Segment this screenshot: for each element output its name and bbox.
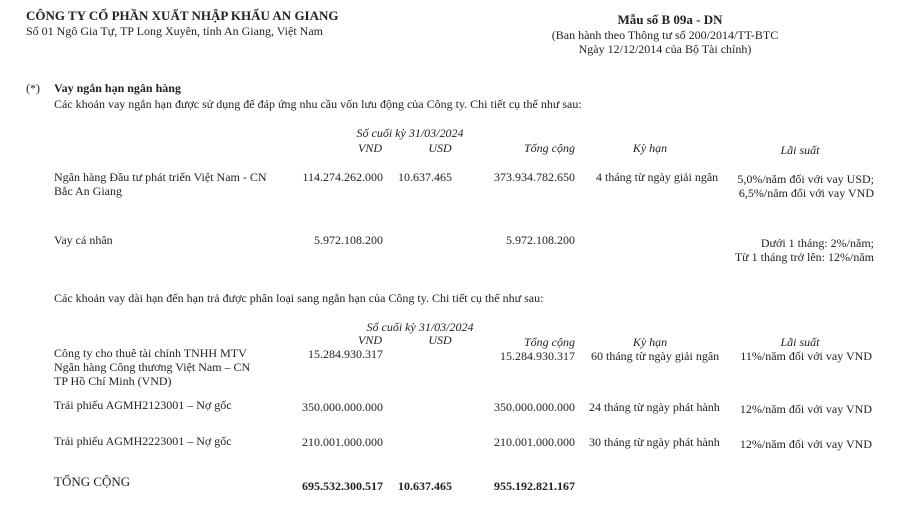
row-vnd: 350.000.000.000	[302, 400, 383, 414]
section-title: Vay ngắn hạn ngân hàng	[54, 81, 181, 95]
table1-col-usd: USD	[428, 141, 452, 155]
row-rate: 12%/năm đối với vay VND	[739, 437, 872, 451]
table1-col-term: Kỳ hạn	[632, 141, 668, 155]
row-term: 60 tháng từ ngày giải ngân	[591, 349, 720, 363]
section-marker: (*)	[26, 81, 40, 95]
row-term: 4 tháng từ ngày giải ngân	[596, 170, 719, 184]
section2-intro: Các khoản vay dài hạn đến hạn trả được phân loại sang ngắn hạn của Công ty. Chi tiết cụ thể như sau:	[54, 291, 544, 305]
table1-period-header: Số cuối kỳ 31/03/2024	[356, 126, 464, 140]
form-issued-line-2: Ngày 12/12/2014 của Bộ Tài chính)	[578, 42, 752, 56]
row-rate	[700, 172, 874, 200]
row-total: 373.934.782.650	[494, 170, 575, 184]
row-name-line-2: Ngân hàng Công thương Việt Nam – CN	[54, 360, 251, 374]
form-number: Mẫu số B 09a - DN	[617, 12, 723, 27]
table2-col-total: Tổng cộng	[524, 335, 575, 349]
row-name: Vay cá nhân	[54, 233, 113, 247]
table1-col-rate: Lãi suất	[780, 143, 820, 157]
grand-total-usd: 10.637.465	[398, 479, 452, 493]
table1-col-vnd: VND	[358, 141, 382, 155]
row-name-line-1: Ngân hàng Đầu tư phát triển Việt Nam - CN	[54, 170, 267, 184]
row-rate	[660, 236, 874, 264]
row-vnd: 210.001.000.000	[302, 435, 383, 449]
row-total: 15.284.930.317	[500, 349, 575, 363]
table2-col-rate: Lãi suất	[780, 335, 820, 349]
row-vnd: 5.972.108.200	[314, 233, 383, 247]
row-vnd: 114.274.262.000	[302, 170, 383, 184]
grand-total-total: 955.192.821.167	[494, 479, 575, 493]
row-rate: 12%/năm đối với vay VND	[739, 402, 872, 416]
row-vnd: 15.284.930.317	[308, 347, 383, 361]
row-total: 350.000.000.000	[494, 400, 575, 414]
table2-col-term: Kỳ hạn	[632, 335, 668, 349]
table2-col-vnd: VND	[358, 333, 382, 347]
row-name-line-2: Bắc An Giang	[54, 184, 122, 198]
row-usd: 10.637.465	[398, 170, 452, 184]
row-rate-line-2: Từ 1 tháng trở lên: 12%/năm	[734, 250, 874, 264]
table2-period-header: Số cuối kỳ 31/03/2024	[366, 320, 474, 334]
row-name: Trái phiếu AGMH2123001 – Nợ gốc	[54, 398, 232, 412]
table2-col-usd: USD	[428, 333, 452, 347]
section-intro: Các khoản vay ngắn hạn được sử dụng để đáp ứng nhu cầu vốn lưu động của Công ty. Chi tiết cụ thể như sau:	[54, 97, 582, 111]
row-rate-line-1: Dưới 1 tháng: 2%/năm;	[760, 236, 874, 250]
row-term: 30 tháng từ ngày phát hành	[589, 435, 720, 449]
table-row	[54, 346, 250, 388]
grand-total-vnd: 695.532.300.517	[302, 479, 383, 493]
company-name: CÔNG TY CỔ PHẦN XUẤT NHẬP KHẨU AN GIANG	[26, 8, 339, 23]
row-rate-line-2: 6,5%/năm đối với vay VND	[738, 186, 874, 200]
row-rate-line-1: 5,0%/năm đối với vay USD;	[737, 172, 874, 186]
row-name-line-1: Công ty cho thuê tài chính TNHH MTV	[54, 346, 247, 360]
row-term: 24 tháng từ ngày phát hành	[589, 400, 720, 414]
row-total: 5.972.108.200	[506, 233, 575, 247]
grand-total-label: TỔNG CỘNG	[54, 474, 131, 489]
company-address: Số 01 Ngô Gia Tự, TP Long Xuyên, tỉnh An Giang, Việt Nam	[26, 24, 323, 38]
form-issued-line-1: (Ban hành theo Thông tư số 200/2014/TT-BTC	[551, 28, 779, 42]
row-total: 210.001.000.000	[494, 435, 575, 449]
row-name-line-3: TP Hồ Chí Minh (VND)	[54, 374, 172, 388]
row-rate: 11%/năm đối với vay VND	[740, 349, 872, 363]
table1-col-total: Tổng cộng	[524, 141, 575, 155]
table-row	[54, 170, 267, 198]
row-name: Trái phiếu AGMH2223001 – Nợ gốc	[54, 434, 232, 448]
